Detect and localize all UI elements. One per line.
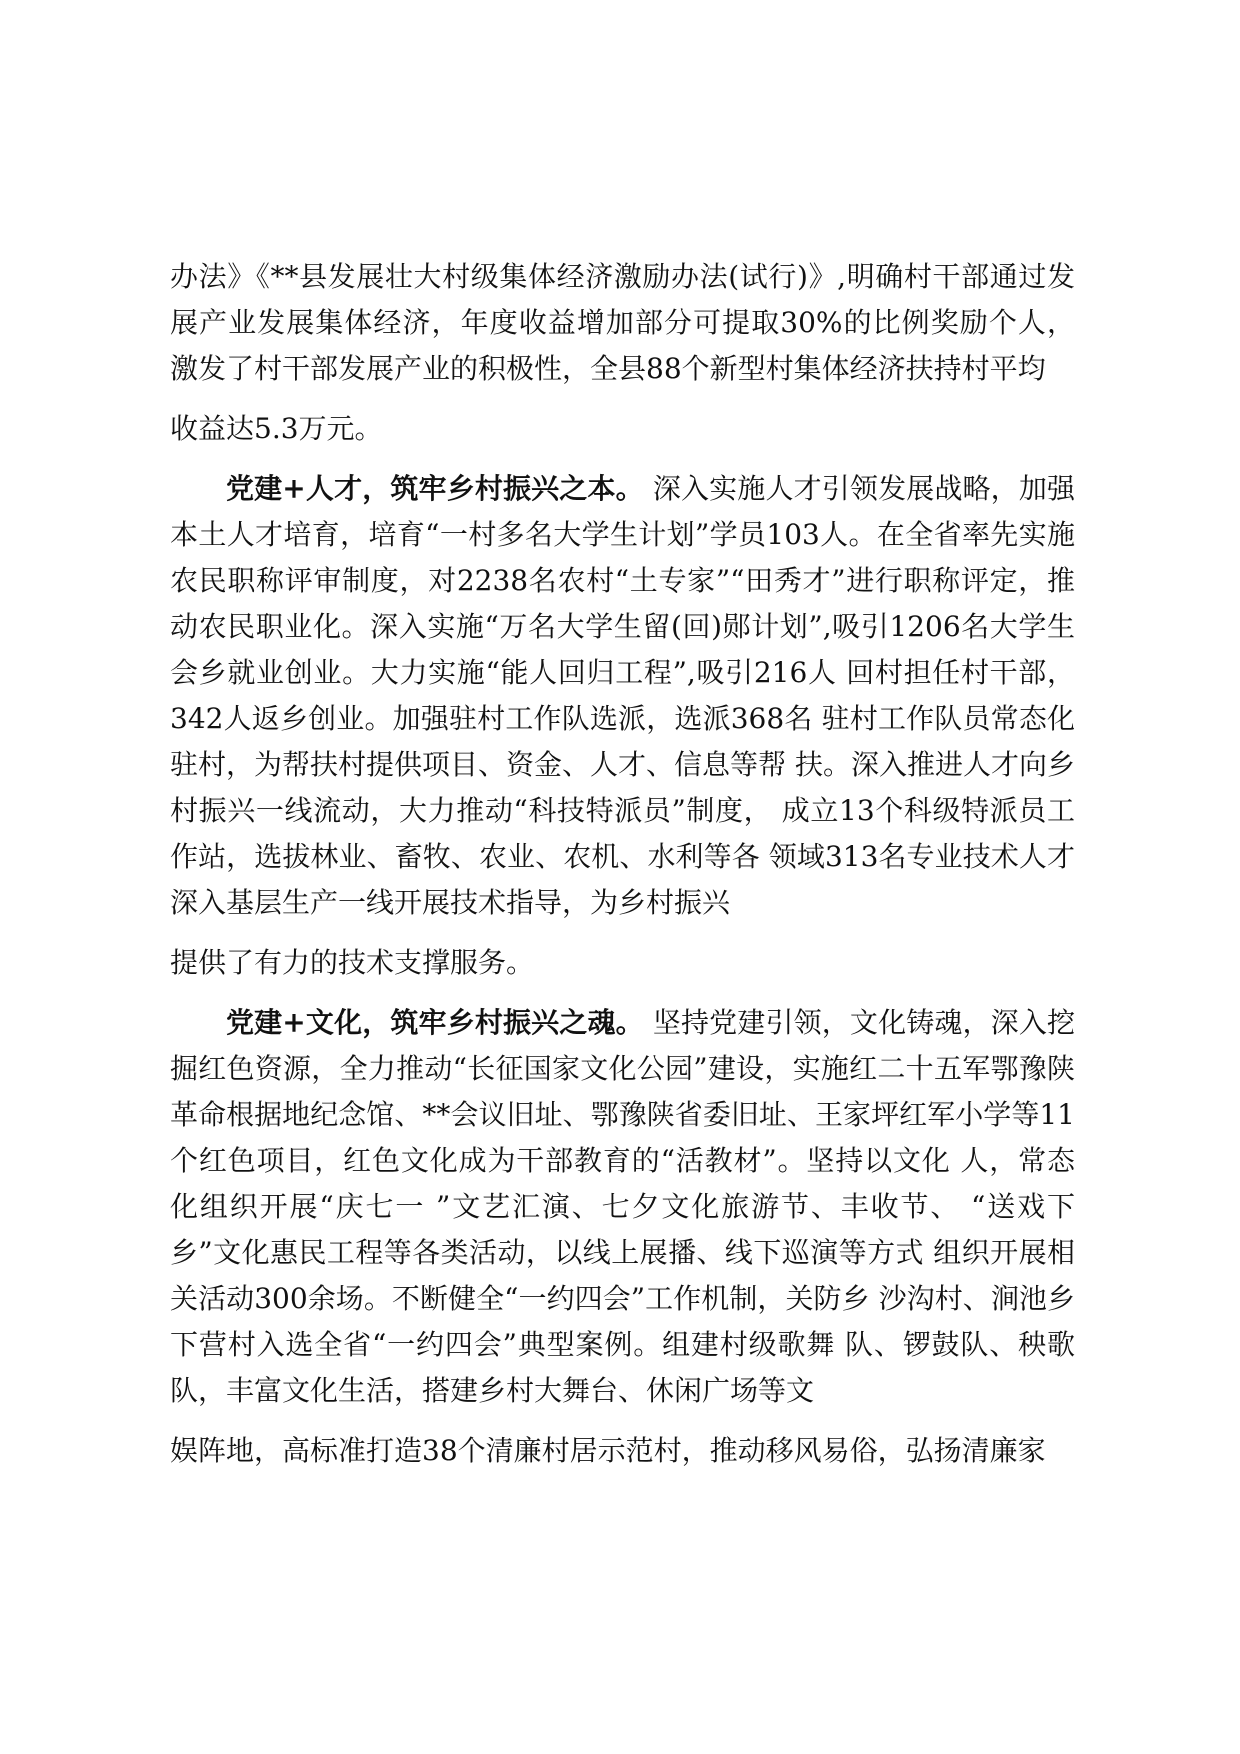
section-lead-talent: 党建+人才，筑牢乡村振兴之本。: [226, 472, 644, 505]
paragraph-income-result: [170, 406, 1075, 452]
paragraph-culture: [170, 1000, 1075, 1414]
paragraph-talent: [170, 466, 1075, 926]
paragraph-talent-end: [170, 940, 1075, 986]
document-body: [170, 254, 1075, 1474]
paragraph-text: 深入实施人才引领发展战略，加强本土人才培育，培育“一村多名大学生计划”学员103人。在全省率先实施农民职称评审制度，对2238名农村“土专家”“田秀才”进行职称评定，推动农民职业化。深入实施“万名大学生留(回)郧计划”,吸引1206名大学生会乡就业创业。大力实施“能人回归工程”,吸引216人 回村担任村干部，342人返乡创业。加强驻村工作队选派，选派368名 驻村工作队员常态化驻村，为帮扶村提供项目、资金、人才、信息等帮 扶。深入推进人才向乡村振兴一线流动，大力推动“科技特派员”制度， 成立13个科级特派员工作站，选拔林业、畜牧、农业、农机、水利等各 领域313名专业技术人才深入基层生产一线开展技术指导，为乡村振兴: [170, 472, 1075, 919]
section-lead-culture: 党建+文化，筑牢乡村振兴之魂。: [226, 1006, 644, 1039]
paragraph-culture-continued: [170, 1428, 1075, 1474]
paragraph-text: 娱阵地，高标准打造38个清廉村居示范村，推动移风易俗，弘扬清廉家: [170, 1434, 1046, 1467]
paragraph-text: 收益达5.3万元。: [170, 412, 383, 445]
paragraph-text: 办法》《**县发展壮大村级集体经济激励办法(试行)》,明确村干部通过发展产业发展集体经济，年度收益增加部分可提取30%的比例奖励个人， 激发了村干部发展产业的积极性，全县88个新型村集体经济扶持村平均: [170, 260, 1075, 385]
paragraph-incentive-policy: [170, 254, 1075, 392]
paragraph-text: 提供了有力的技术支撑服务。: [170, 946, 535, 979]
paragraph-text: 坚持党建引领，文化铸魂，深入挖掘红色资源，全力推动“长征国家文化公园”建设，实施红二十五军鄂豫陕革命根据地纪念馆、**会议旧址、鄂豫陕省委旧址、王家坪红军小学等11个红色项目，红色文化成为干部教育的“活教材”。坚持以文化 人，常态化组织开展“庆七一 ”文艺汇演、七夕文化旅游节、丰收节、 “送戏下乡”文化惠民工程等各类活动，以线上展播、线下巡演等方式 组织开展相关活动300余场。不断健全“一约四会”工作机制，关防乡 沙沟村、涧池乡下营村入选全省“一约四会”典型案例。组建村级歌舞 队、锣鼓队、秧歌队，丰富文化生活，搭建乡村大舞台、休闲广场等文: [170, 1006, 1075, 1407]
